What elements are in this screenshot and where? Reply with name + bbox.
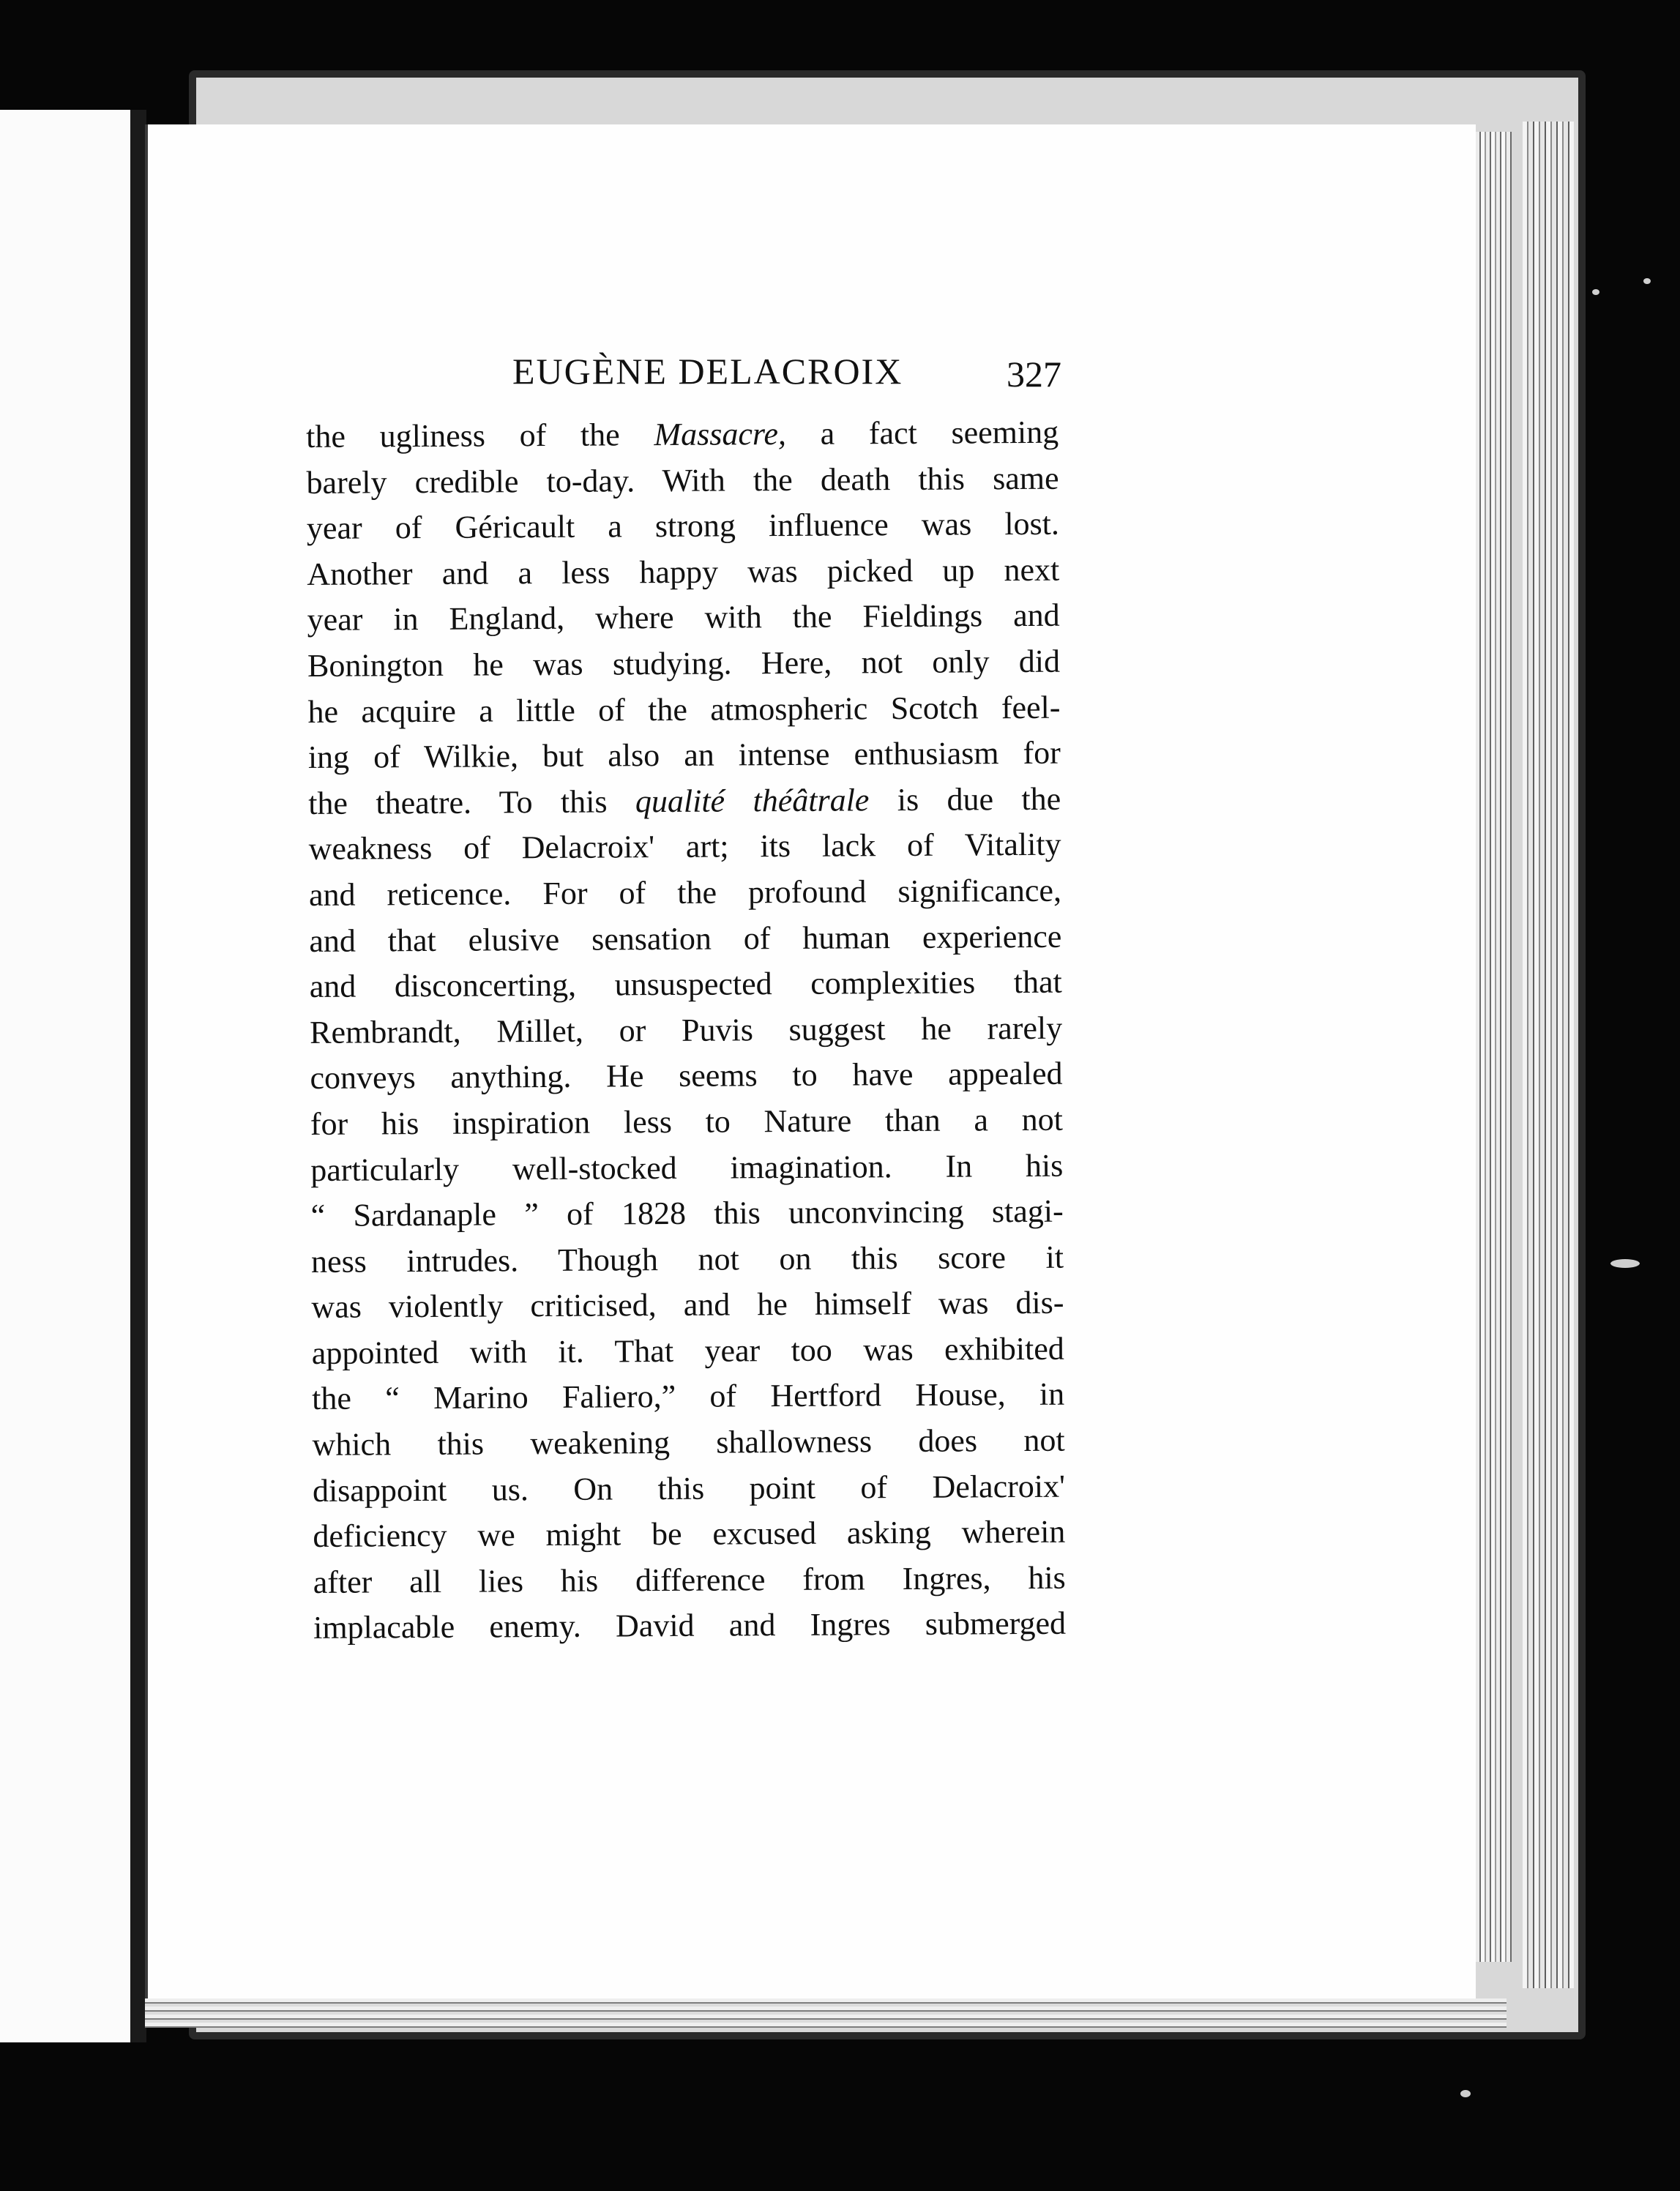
- text-run: a fact seeming: [785, 414, 1059, 452]
- text-line: [310, 1143, 1063, 1193]
- text-run: year of Géricault a strong influence was lost.: [306, 505, 1060, 547]
- text-run: the ugliness of the: [306, 417, 654, 455]
- text-line: [312, 1372, 1064, 1422]
- running-head: [307, 344, 1061, 410]
- gutter: [130, 110, 146, 2042]
- text-line: [313, 1556, 1066, 1606]
- text-run: barely credible to-day. With the death this same: [306, 460, 1059, 501]
- text-run: year in England, where with the Fieldings and: [307, 597, 1060, 638]
- text-run: appointed with it. That year too was exhibited: [311, 1330, 1064, 1371]
- text-line: [307, 639, 1060, 690]
- text-line: [312, 1326, 1064, 1377]
- dust-speck: [1460, 2090, 1471, 2097]
- text-line: [310, 960, 1062, 1010]
- text-run: was violently criticised, and he himself was dis-: [311, 1284, 1064, 1326]
- text-line: [307, 684, 1060, 735]
- text-run: is due the: [869, 780, 1061, 818]
- text-line: [307, 547, 1059, 597]
- text-line: [312, 1418, 1064, 1468]
- dust-speck: [1643, 278, 1651, 284]
- text-run: “ Sardanaple ” of 1828 this unconvincing stagi-: [310, 1192, 1064, 1234]
- body-text: [306, 410, 1066, 1651]
- text-line: [310, 1005, 1062, 1056]
- text-run: Rembrandt, Millet, or Puvis suggest he rarely: [310, 1009, 1063, 1050]
- text-run: for his inspiration less to Nature than a not: [310, 1101, 1064, 1142]
- text-line: [309, 914, 1061, 964]
- left-facing-page: [0, 110, 133, 2042]
- text-line: [311, 1234, 1064, 1285]
- text-line: [310, 1051, 1062, 1102]
- dust-speck: [1610, 1259, 1640, 1268]
- text-run: the “ Marino Faliero,” of Hertford House, in: [312, 1376, 1065, 1417]
- text-line: [308, 776, 1061, 826]
- text-run: and that elusive sensation of human experience: [309, 918, 1062, 959]
- text-run: the theatre. To this: [308, 783, 636, 821]
- text-line: [313, 1601, 1066, 1651]
- text-run: disappoint us. On this point of Delacroix': [312, 1468, 1066, 1509]
- text-run: particularly well-stocked imagination. In his: [310, 1147, 1064, 1188]
- text-run: deficiency we might be excused asking wherein: [313, 1513, 1066, 1555]
- italic-text-run: Massacre,: [654, 415, 787, 453]
- text-line: [311, 1280, 1064, 1331]
- text-line: [306, 455, 1059, 506]
- text-run: and reticence. For of the profound significance,: [308, 872, 1062, 913]
- text-line: [309, 868, 1061, 919]
- text-run: and disconcerting, unsuspected complexities that: [309, 963, 1062, 1005]
- text-run: Bonington he was studying. Here, not only did: [307, 643, 1061, 684]
- text-run: ing of Wilkie, but also an intense enthusiasm for: [307, 734, 1061, 776]
- text-run: Another and a less happy was picked up next: [307, 551, 1060, 592]
- page-number: 327: [1007, 354, 1061, 395]
- text-line: [307, 593, 1060, 643]
- text-line: [308, 822, 1061, 873]
- text-run: after all lies his difference from Ingres, his: [313, 1559, 1066, 1600]
- text-line: [313, 1463, 1065, 1514]
- text-run: ness intrudes. Though not on this score it: [310, 1239, 1064, 1280]
- running-title: EUGÈNE DELACROIX: [512, 351, 903, 392]
- text-line: [307, 501, 1059, 552]
- text-line: [310, 1097, 1063, 1148]
- text-line: [306, 410, 1059, 460]
- text-run: which this weakening shallowness does not: [312, 1422, 1065, 1463]
- text-run: conveys anything. He seems to have appealed: [310, 1056, 1063, 1097]
- text-line: [311, 1189, 1064, 1239]
- dust-speck: [1592, 289, 1599, 295]
- text-run: implacable enemy. David and Ingres submerged: [313, 1605, 1067, 1646]
- text-run: he acquire a little of the atmospheric Scotch feel-: [307, 689, 1061, 730]
- bottom-page-edge: [145, 1998, 1507, 2028]
- italic-text-run: qualité théâtrale: [635, 782, 870, 820]
- text-line: [308, 731, 1061, 781]
- text-run: weakness of Delacroix' art; its lack of Vitality: [308, 826, 1061, 867]
- text-line: [313, 1509, 1065, 1560]
